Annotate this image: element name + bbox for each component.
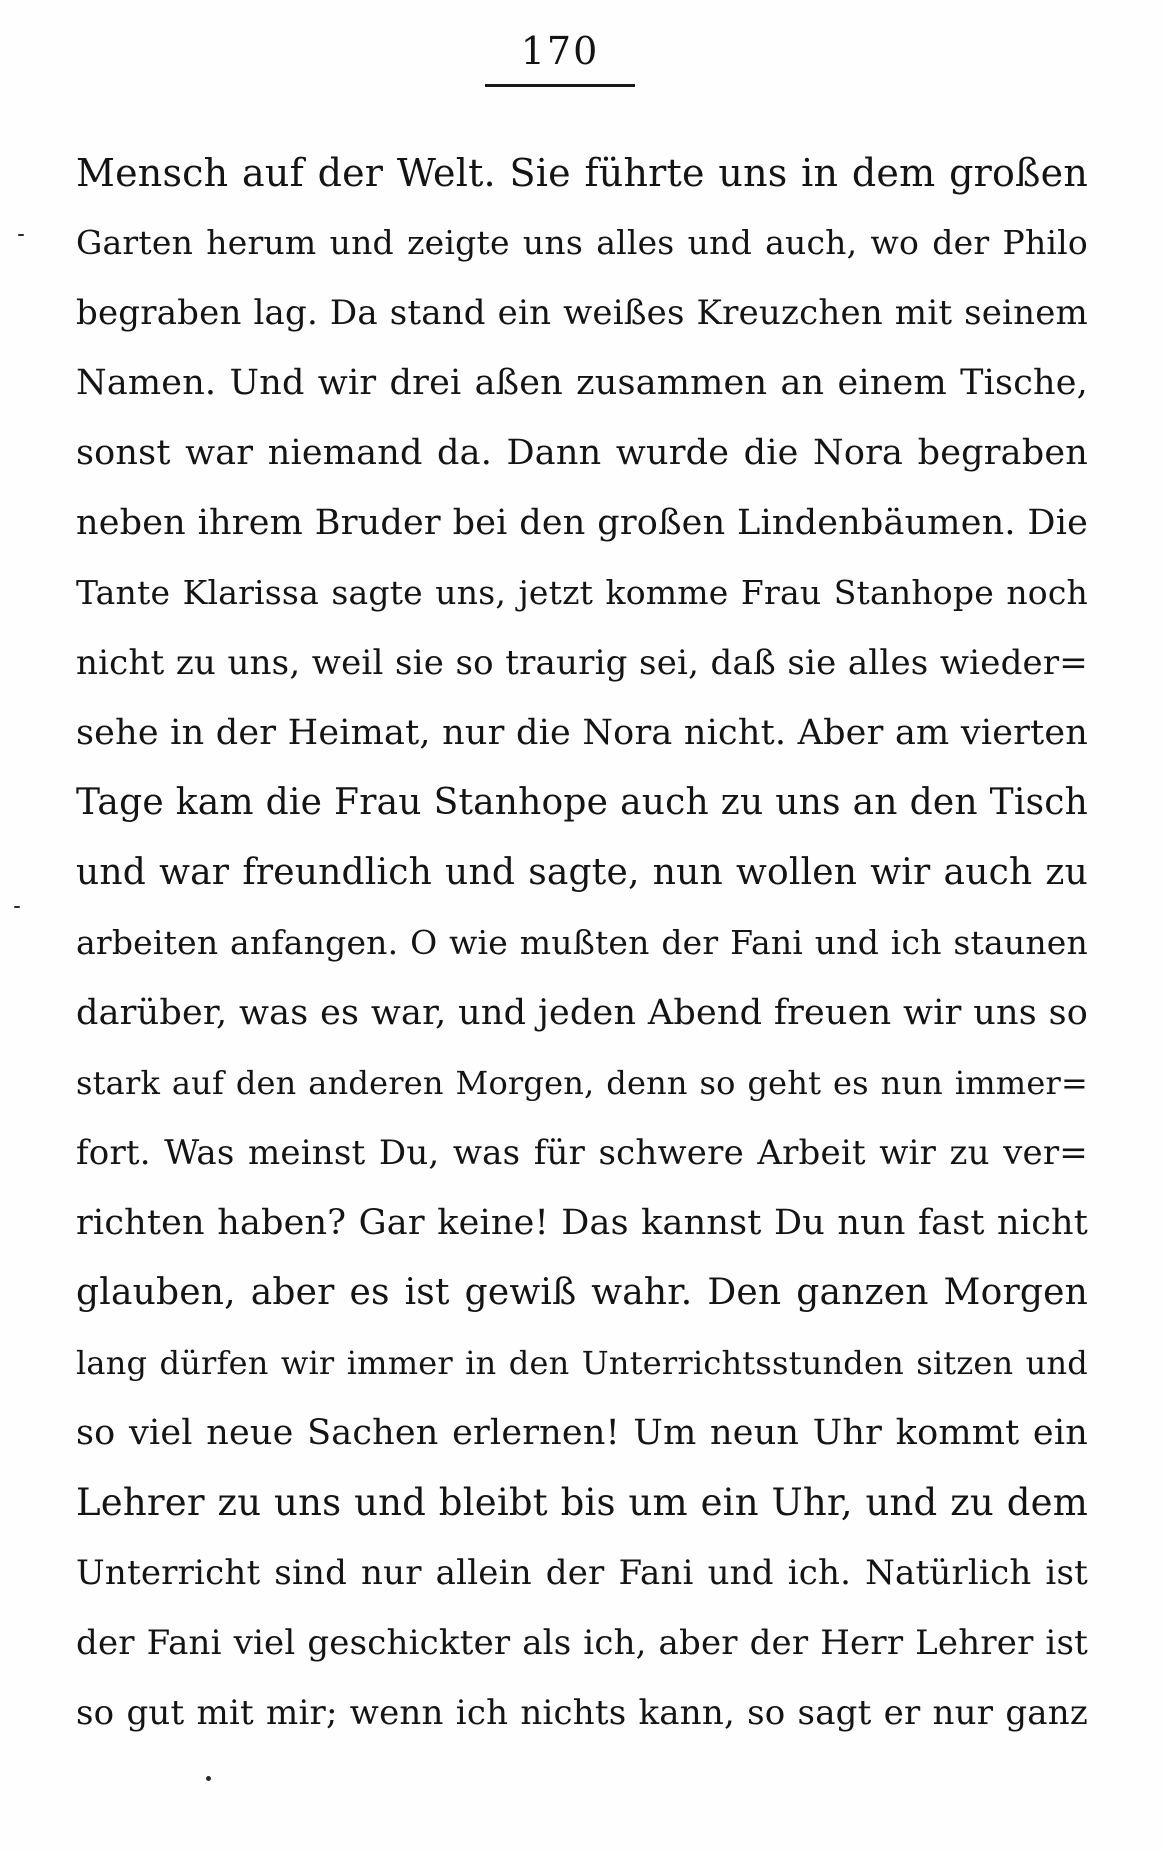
- text-line: so gut mit mir; wenn ich nichts kann, so sagt er nur ganz: [76, 1693, 1088, 1733]
- text-line: Namen. Und wir drei aßen zusammen an einem Tische,: [76, 363, 1088, 403]
- text-line: Tage kam die Frau Stanhope auch zu uns an den Tisch: [76, 782, 1088, 823]
- text-line: begraben lag. Da stand ein weißes Kreuzchen mit seinem: [76, 293, 1088, 333]
- text-line: darüber, was es war, und jeden Abend freuen wir uns so: [76, 993, 1088, 1033]
- text-line: Mensch auf der Welt. Sie führte uns in dem großen: [76, 151, 1088, 195]
- text-line: nicht zu uns, weil sie so traurig sei, daß sie alles wieder=: [76, 643, 1088, 683]
- text-line: stark auf den anderen Morgen, denn so geht es nun immer=: [76, 1064, 1088, 1102]
- text-line: sehe in der Heimat, nur die Nora nicht. Aber am vierten: [76, 713, 1088, 753]
- text-line: sonst war niemand da. Dann wurde die Nora begraben: [76, 433, 1088, 473]
- text-line: arbeiten anfangen. O wie mußten der Fani und ich staunen: [76, 923, 1088, 962]
- header-rule: [485, 84, 635, 87]
- text-line: Lehrer zu uns und bleibt bis um ein Uhr, und zu dem: [76, 1481, 1088, 1524]
- text-line: Tante Klarissa sagte uns, jetzt komme Frau Stanhope noch: [76, 573, 1088, 612]
- body-text: [76, 138, 1088, 1748]
- page-header: [480, 28, 640, 87]
- text-line: Garten herum und zeigte uns alles und auch, wo der Philo: [76, 223, 1088, 262]
- text-line: neben ihrem Bruder bei den großen Lindenbäumen. Die: [76, 503, 1088, 543]
- text-line: glauben, aber es ist gewiß wahr. Den ganzen Morgen: [76, 1272, 1088, 1313]
- text-line: so viel neue Sachen erlernen! Um neun Uhr kommt ein: [76, 1413, 1088, 1453]
- margin-speck: [18, 234, 24, 236]
- text-line: richten haben? Gar keine! Das kannst Du nun fast nicht: [76, 1203, 1088, 1243]
- text-line: lang dürfen wir immer in den Unterrichtsstunden sitzen und: [76, 1344, 1088, 1382]
- text-line: Unterricht sind nur allein der Fani und ich. Natürlich ist: [76, 1553, 1088, 1593]
- text-line: der Fani viel geschickter als ich, aber der Herr Lehrer ist: [76, 1623, 1088, 1663]
- ink-dot: [206, 1776, 211, 1781]
- text-line: und war freundlich und sagte, nun wollen wir auch zu: [76, 852, 1088, 893]
- margin-speck: [14, 906, 20, 908]
- page-number: 170: [520, 29, 600, 73]
- text-line: fort. Was meinst Du, was für schwere Arbeit wir zu ver=: [76, 1133, 1088, 1173]
